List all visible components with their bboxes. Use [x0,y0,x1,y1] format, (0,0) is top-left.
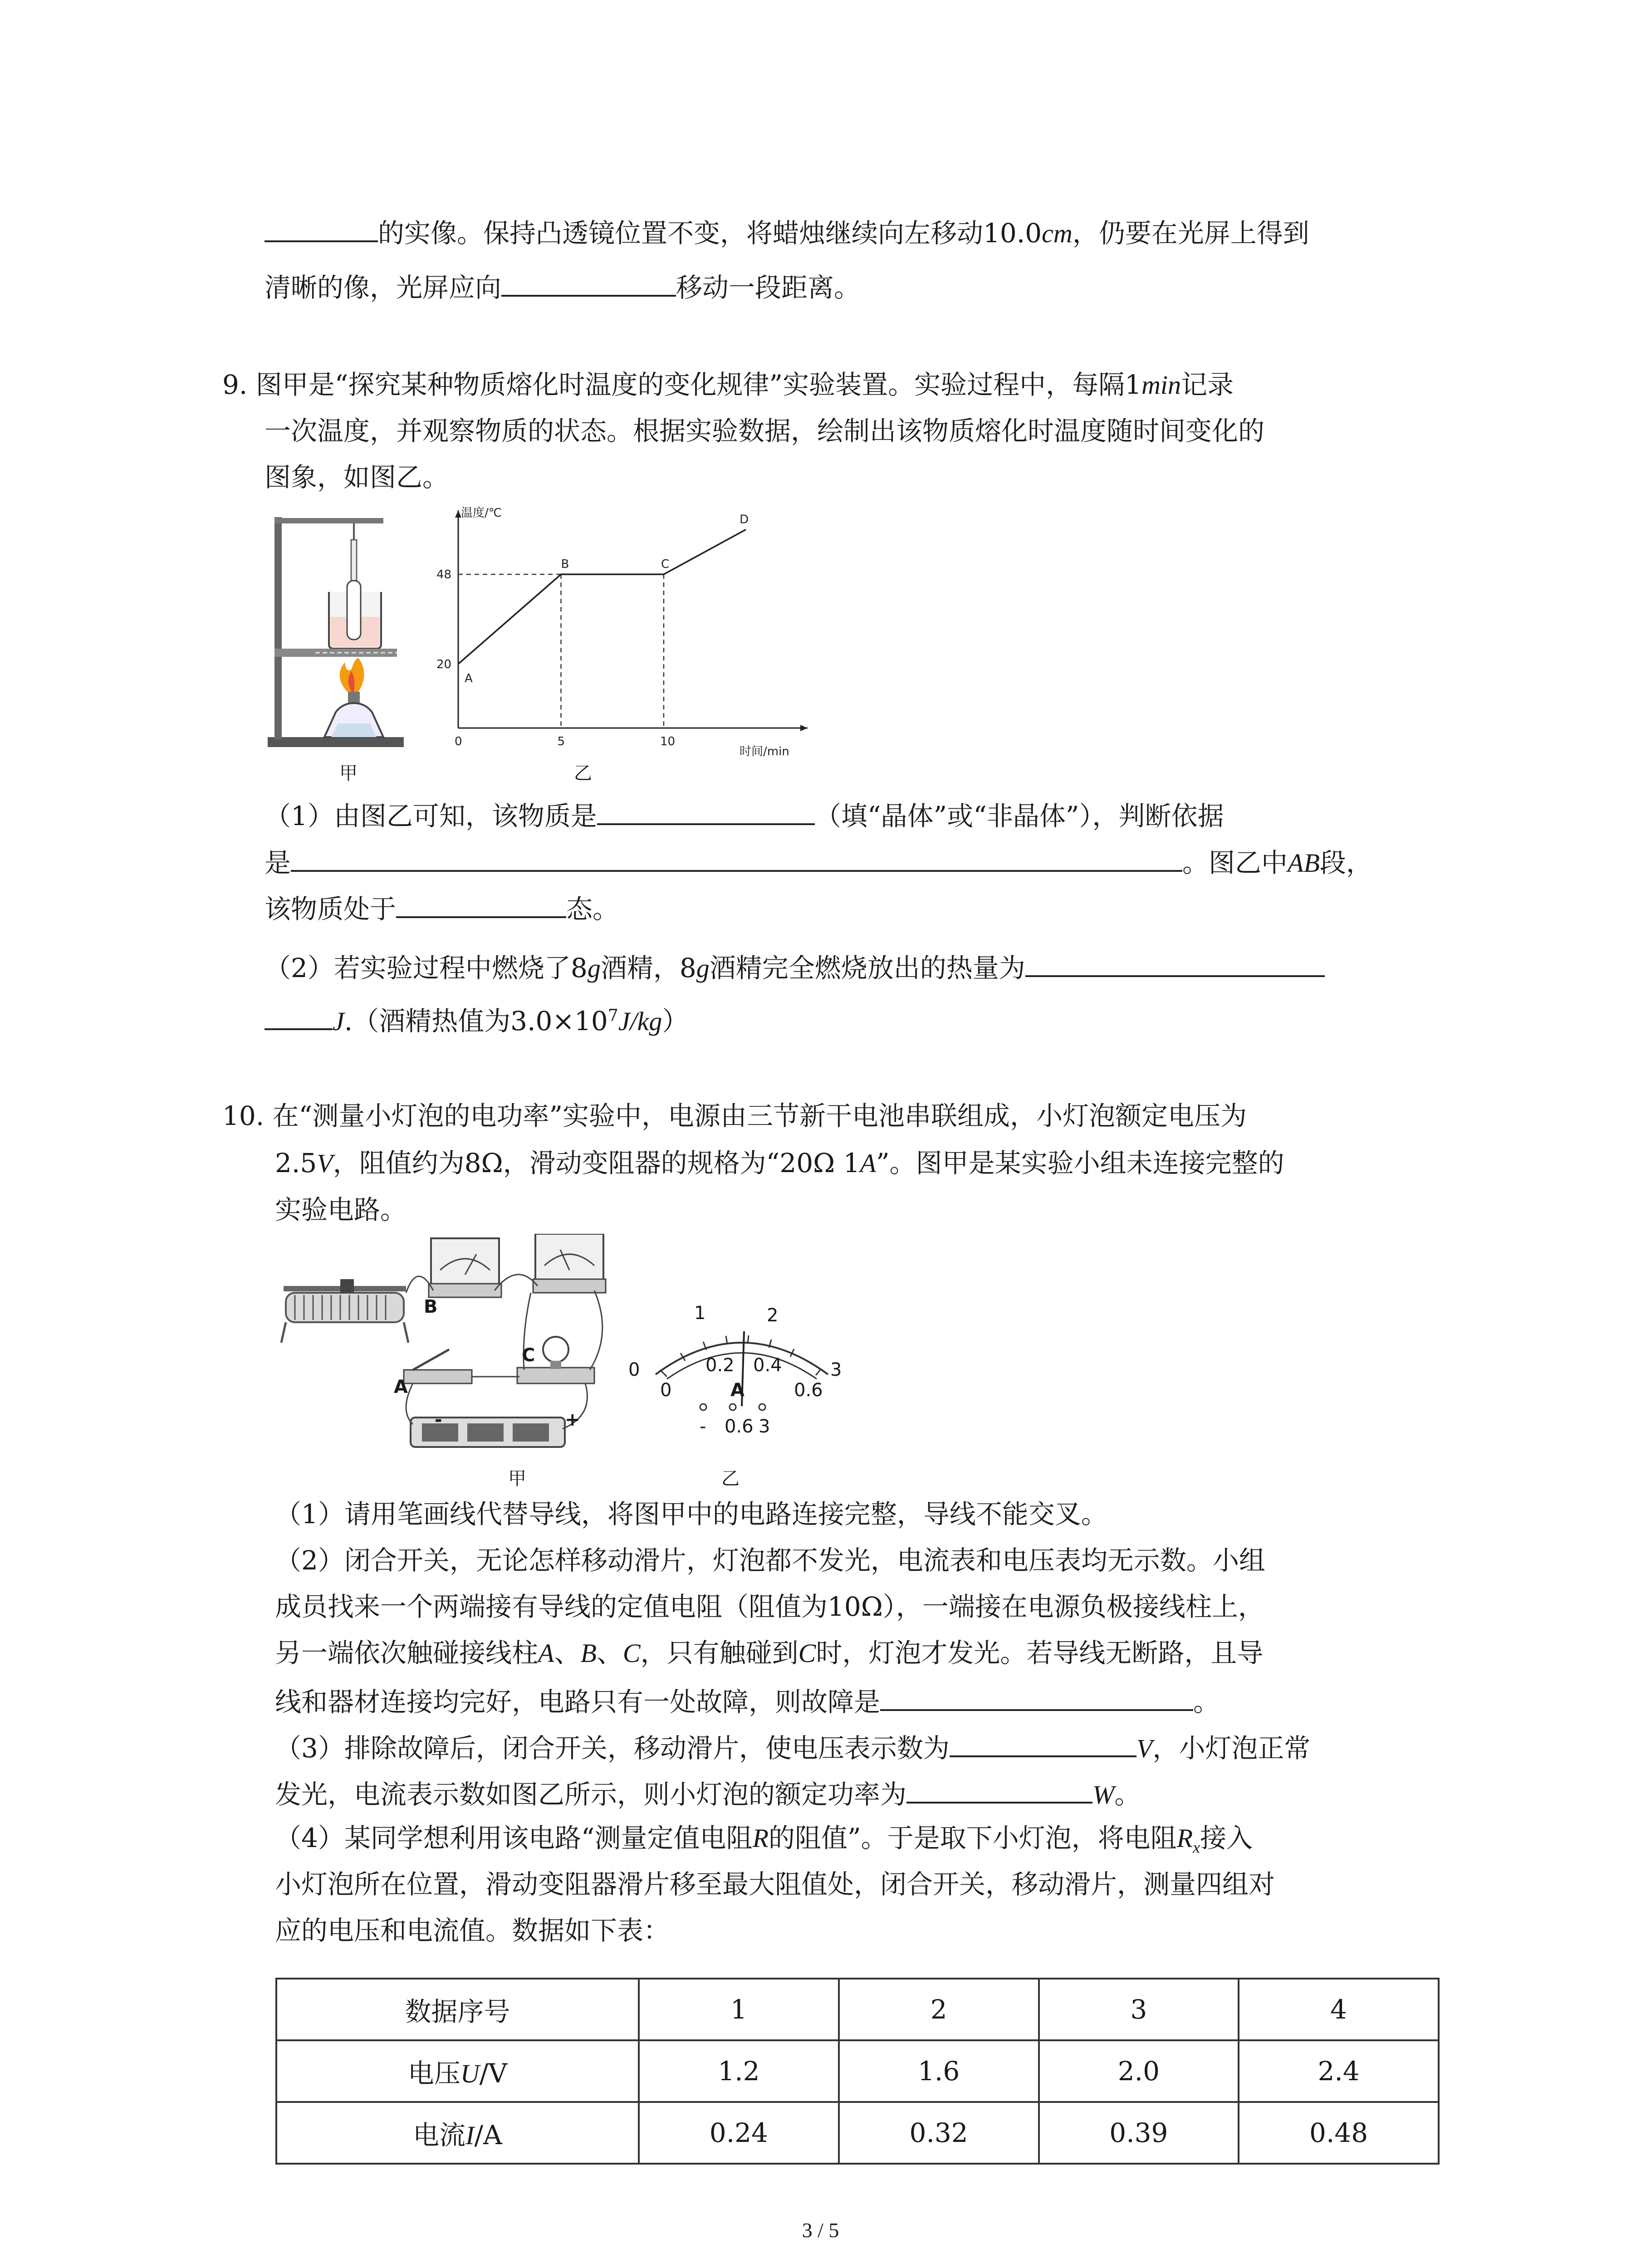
q9-part1-line-3: 该物质处于 态。 [265,888,619,927]
q9-part1-line-2: 是 。图乙中AB段， [265,842,1372,881]
origin-tick-label: 0 [455,735,462,748]
q10-part3-line-2: 发光，电流表示数如图乙所示，则小灯泡的额定功率为 W。 [275,1774,1141,1813]
chart-guides [458,574,664,728]
circuit-label-c: C [522,1345,535,1366]
blank-q9-heat[interactable] [1025,947,1325,977]
q10-line-3: 实验电路。 [275,1194,407,1225]
fig9-left-caption: 甲 [339,763,358,784]
blank-q9-state[interactable] [396,888,566,918]
ammeter-terminal-minus: - [700,1416,706,1437]
ammeter-bottom-04: 0.4 [753,1355,782,1376]
table-cell: 1.2 [639,2040,839,2102]
ammeter-top-2: 2 [767,1305,779,1326]
blank-q9-heat-cont[interactable] [265,1000,333,1030]
table-cell: 1.6 [839,2040,1039,2102]
q10-line-2: 2.5V，阻值约为8Ω，滑动变阻器的规格为“20Ω 1A”。图甲是某实验小组未连接完整的 [275,1148,1284,1178]
blank-q10-power[interactable] [906,1774,1092,1804]
ammeter-bottom-02: 0.2 [705,1355,735,1376]
q8-line-1: 的实像。保持凸透镜位置不变，将蜡烛继续向左移动10.0cm，仍要在光屏上得到 [265,212,1309,252]
q9-line-1: 9. 图甲是“探究某种物质熔化时温度的变化规律”实验装置。实验过程中，每隔1min记录 [222,369,1234,400]
table-cell: 2 [839,1979,1039,2040]
chart-labels [465,513,749,685]
blank-q8-2[interactable] [501,267,676,297]
q10-part4-line-1: （4）某同学想利用该电路“测量定值电阻R的阻值”。于是取下小灯泡，将电阻$R_x$接入 [275,1823,1253,1857]
q10-part4-line-2: 小灯泡所在位置，滑动变阻器滑片移至最大阻值处，闭合开关，移动滑片，测量四组对 [275,1869,1275,1900]
x-axis-arrow [800,725,808,731]
fig10-left-caption: 甲 [508,1468,526,1489]
data-table [275,1978,1440,2165]
heating-apparatus-figure [265,513,420,758]
ammeter-bottom-06: 0.6 [794,1380,823,1401]
q8-line-2: 清晰的像，光屏应向 移动一段距离。 [265,267,860,306]
x-tick-label: 10 [660,735,676,748]
blank-q9-reason[interactable] [291,842,1182,872]
table-cell: 0.32 [839,2102,1039,2164]
table-row-voltage [276,2040,1439,2102]
point-label-a: A [465,671,473,685]
chart-line [458,529,746,664]
q10-part2-line-1: （2）闭合开关，无论怎样移动滑片，灯泡都不发光，电流表和电压表均无示数。小组 [275,1545,1265,1576]
circuit-label-b: B [424,1296,438,1317]
q10-part3-line-1: （3）排除故障后，闭合开关，移动滑片，使电压表示数为 V，小灯泡正常 [275,1727,1310,1767]
circuit-label-a: A [394,1377,408,1398]
table-row-label: 电压U/V [276,2040,639,2102]
ammeter-dial-figure [635,1306,848,1424]
q9-part2-line-1: （2）若实验过程中燃烧了8g酒精，8g酒精完全燃烧放出的热量为 [265,947,1325,987]
blank-q10-voltage[interactable] [950,1727,1136,1757]
table-cell: 2.4 [1239,2040,1439,2102]
q9-line-3: 图象，如图乙。 [265,462,449,493]
point-label-c: C [661,557,670,572]
ammeter-top-1: 1 [694,1303,706,1324]
q10-part1: （1）请用笔画线代替导线，将图甲中的电路连接完整，导线不能交叉。 [275,1499,1107,1530]
circuit-label-minus: - [435,1409,442,1430]
y-tick-label: 20 [436,657,452,671]
y-axis-arrow [455,510,461,518]
table-row-current [276,2102,1439,2164]
table-cell: 3 [1039,1979,1239,2040]
table-cell: 4 [1239,1979,1439,2040]
point-label-b: B [561,557,569,572]
x-axis-label: 时间/min [740,745,789,758]
table-cell: 0.24 [639,2102,839,2164]
q9-line-2: 一次温度，并观察物质的状态。根据实验数据，绘制出该物质熔化时温度随时间变化的 [265,415,1265,446]
ammeter-bottom-0: 0 [660,1380,672,1401]
q10-part2-line-4: 线和器材连接均完好，电路只有一处故障，则故障是 。 [275,1681,1220,1720]
table-header-row [276,1979,1439,2040]
x-tick-label: 5 [557,735,565,748]
table-cell: 0.39 [1039,2102,1239,2164]
blank-q8-1[interactable] [265,212,378,242]
fig9-right-caption: 乙 [574,763,592,784]
ammeter-symbol: A [730,1380,745,1401]
circuit-label-plus: + [565,1409,580,1430]
q9-part1-line-1: （1）由图乙可知，该物质是 （填“晶体”或“非晶体”），判断依据 [265,795,1224,834]
q10-part2-line-3: 另一端依次触碰接线柱A、B、C，只有触碰到C时，灯泡才发光。若导线无断路，且导 [275,1637,1264,1668]
table-cell: 0.48 [1239,2102,1439,2164]
ammeter-terminal-3: 3 [759,1416,770,1437]
q10-line-1: 10. 在“测量小灯泡的电功率”实验中，电源由三节新干电池串联组成，小灯泡额定电压为 [222,1100,1247,1131]
table-cell: 1 [639,1979,839,2040]
table-cell: 数据序号 [276,1979,639,2040]
ammeter-top-3: 3 [830,1359,842,1380]
chart-axes [436,506,808,758]
ammeter-terminal-06: 0.6 [725,1416,754,1437]
fig10-right-caption: 乙 [721,1468,740,1489]
point-label-d: D [740,513,749,527]
q10-part2-line-2: 成员找来一个两端接有导线的定值电阻（阻值为10Ω），一端接在电源负极接线柱上， [275,1591,1264,1622]
temperature-curve [458,529,746,664]
blank-q10-fault[interactable] [880,1681,1193,1711]
q10-part4-line-3: 应的电压和电流值。数据如下表： [275,1915,670,1946]
y-axis-label: 温度/℃ [461,506,502,520]
y-tick-label: 48 [436,568,452,582]
q9-part2-line-2: J.（酒精热值为$3.0\times 10^7J/kg$） [265,1000,688,1040]
page-number: 3 / 5 [802,2219,839,2242]
ammeter-top-0: 0 [628,1359,640,1380]
melting-curve-chart [431,501,839,764]
blank-q9-crystal[interactable] [597,795,815,825]
table-cell: 2.0 [1039,2040,1239,2102]
table-row-label: 电流I/A [276,2102,639,2164]
